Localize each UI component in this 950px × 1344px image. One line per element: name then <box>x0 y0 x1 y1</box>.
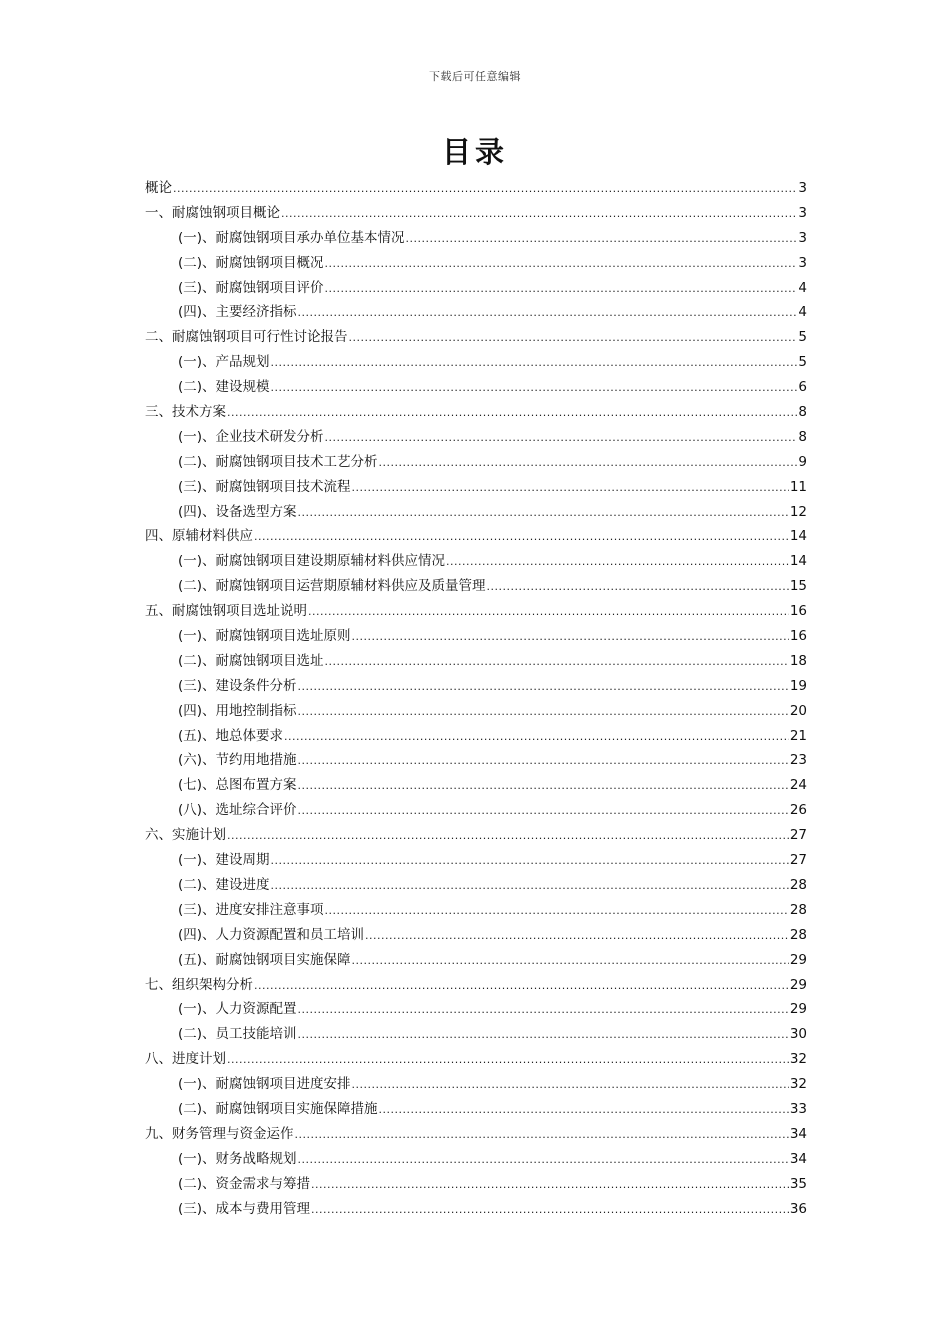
toc-entry-page-number: 19 <box>789 677 807 694</box>
toc-entry[interactable] <box>145 276 807 301</box>
toc-entry-label: 七、组织架构分析 <box>145 976 253 993</box>
toc-entry-label: (一)、耐腐蚀钢项目建设期原辅材料供应情况 <box>178 553 446 570</box>
toc-dot-leader <box>325 650 789 675</box>
toc-entry-label: (五)、地总体要求 <box>178 727 284 744</box>
toc-entry[interactable] <box>145 375 807 400</box>
toc-dot-leader <box>227 1048 789 1073</box>
toc-entry[interactable] <box>145 649 807 674</box>
toc-entry-label: (二)、建设规模 <box>178 379 270 396</box>
toc-entry[interactable] <box>145 425 807 450</box>
toc-entry[interactable] <box>145 201 807 226</box>
toc-entry-label: (四)、用地控制指标 <box>178 702 297 719</box>
toc-entry-label: (二)、建设进度 <box>178 876 270 893</box>
table-of-contents <box>145 176 807 1221</box>
toc-entry[interactable] <box>145 699 807 724</box>
toc-entry[interactable] <box>145 325 807 350</box>
toc-entry-label: (三)、建设条件分析 <box>178 677 297 694</box>
toc-entry[interactable] <box>145 848 807 873</box>
toc-entry-page-number: 30 <box>789 1026 807 1043</box>
toc-dot-leader <box>298 301 798 326</box>
toc-entry[interactable] <box>145 674 807 699</box>
toc-dot-leader <box>379 1098 789 1123</box>
toc-entry[interactable] <box>145 1147 807 1172</box>
toc-entry-page-number: 5 <box>798 329 807 346</box>
toc-entry-page-number: 32 <box>789 1076 807 1093</box>
toc-entry[interactable] <box>145 599 807 624</box>
toc-entry[interactable] <box>145 524 807 549</box>
toc-entry-label: 三、技术方案 <box>145 404 226 421</box>
toc-dot-leader <box>298 774 789 799</box>
toc-entry-page-number: 26 <box>789 802 807 819</box>
toc-dot-leader <box>298 799 789 824</box>
toc-entry[interactable] <box>145 300 807 325</box>
toc-entry[interactable] <box>145 350 807 375</box>
toc-dot-leader <box>352 625 789 650</box>
toc-entry-page-number: 6 <box>798 379 807 396</box>
toc-entry-page-number: 5 <box>798 354 807 371</box>
toc-dot-leader <box>349 326 798 351</box>
toc-entry[interactable] <box>145 226 807 251</box>
toc-entry-page-number: 12 <box>789 503 807 520</box>
toc-entry-page-number: 29 <box>789 976 807 993</box>
toc-entry-label: (二)、耐腐蚀钢项目选址 <box>178 652 324 669</box>
toc-dot-leader <box>284 725 789 750</box>
toc-entry-label: (四)、人力资源配置和员工培训 <box>178 926 365 943</box>
toc-entry-page-number: 4 <box>798 304 807 321</box>
toc-entry-label: 概论 <box>145 180 172 196</box>
toc-entry[interactable] <box>145 1072 807 1097</box>
toc-entry-label: (一)、人力资源配置 <box>178 1001 297 1018</box>
toc-entry-page-number: 35 <box>789 1175 807 1192</box>
toc-entry-page-number: 3 <box>798 180 807 196</box>
toc-entry[interactable] <box>145 450 807 475</box>
toc-entry-label: (二)、资金需求与筹措 <box>178 1175 311 1192</box>
toc-entry-label: (一)、产品规划 <box>178 354 270 371</box>
toc-dot-leader <box>281 202 797 227</box>
toc-dot-leader <box>298 1148 789 1173</box>
toc-entry-label: (二)、耐腐蚀钢项目技术工艺分析 <box>178 453 378 470</box>
toc-entry-label: (一)、建设周期 <box>178 852 270 869</box>
toc-entry-page-number: 3 <box>798 254 807 271</box>
toc-dot-leader <box>295 1123 789 1148</box>
toc-dot-leader <box>298 501 789 526</box>
toc-entry-label: 一、耐腐蚀钢项目概论 <box>145 204 280 221</box>
toc-entry-label: (一)、耐腐蚀钢项目承办单位基本情况 <box>178 229 405 246</box>
toc-entry[interactable] <box>145 997 807 1022</box>
toc-entry-page-number: 21 <box>789 727 807 744</box>
toc-entry-label: (二)、耐腐蚀钢项目实施保障措施 <box>178 1100 378 1117</box>
toc-entry-label: 四、原辅材料供应 <box>145 528 253 545</box>
toc-dot-leader <box>325 277 798 302</box>
toc-entry[interactable] <box>145 798 807 823</box>
toc-entry-page-number: 28 <box>789 926 807 943</box>
toc-entry-label: (一)、耐腐蚀钢项目选址原则 <box>178 628 351 645</box>
toc-dot-leader <box>325 426 798 451</box>
toc-entry[interactable] <box>145 873 807 898</box>
toc-dot-leader <box>271 874 789 899</box>
toc-dot-leader <box>352 476 789 501</box>
toc-entry[interactable] <box>145 823 807 848</box>
toc-dot-leader <box>311 1198 789 1223</box>
toc-dot-leader <box>298 749 789 774</box>
toc-entry-label: 九、财务管理与资金运作 <box>145 1125 294 1142</box>
toc-dot-leader <box>325 899 789 924</box>
toc-entry[interactable] <box>145 948 807 973</box>
toc-entry[interactable] <box>145 251 807 276</box>
toc-entry[interactable] <box>145 898 807 923</box>
toc-entry-page-number: 9 <box>798 453 807 470</box>
toc-entry[interactable] <box>145 1047 807 1072</box>
toc-dot-leader <box>227 401 797 426</box>
toc-entry-page-number: 16 <box>789 603 807 620</box>
toc-entry-page-number: 34 <box>789 1150 807 1167</box>
toc-entry[interactable] <box>145 1122 807 1147</box>
toc-entry-label: (一)、财务战略规划 <box>178 1150 297 1167</box>
toc-dot-leader <box>227 824 789 849</box>
toc-entry-page-number: 36 <box>789 1200 807 1217</box>
toc-entry-page-number: 14 <box>789 528 807 545</box>
toc-entry-label: 二、耐腐蚀钢项目可行性讨论报告 <box>145 329 348 346</box>
toc-dot-leader <box>271 376 798 401</box>
toc-entry-page-number: 14 <box>789 553 807 570</box>
toc-title: 目录 <box>441 135 508 169</box>
toc-entry-page-number: 8 <box>798 428 807 445</box>
toc-entry-page-number: 8 <box>798 404 807 421</box>
toc-dot-leader <box>271 849 789 874</box>
toc-entry[interactable] <box>145 624 807 649</box>
toc-entry-label: (八)、选址综合评价 <box>178 802 297 819</box>
toc-entry[interactable] <box>145 1097 807 1122</box>
toc-entry-label: (二)、耐腐蚀钢项目概况 <box>178 254 324 271</box>
toc-dot-leader <box>325 252 798 277</box>
toc-dot-leader <box>298 675 789 700</box>
toc-entry-label: (四)、设备选型方案 <box>178 503 297 520</box>
toc-entry[interactable] <box>145 400 807 425</box>
toc-entry-label: (三)、耐腐蚀钢项目技术流程 <box>178 478 351 495</box>
toc-entry-label: (三)、进度安排注意事项 <box>178 901 324 918</box>
toc-entry-label: (三)、成本与费用管理 <box>178 1200 311 1217</box>
toc-dot-leader <box>254 525 789 550</box>
toc-dot-leader <box>379 451 798 476</box>
toc-dot-leader <box>365 924 789 949</box>
toc-dot-leader <box>271 351 798 376</box>
toc-dot-leader <box>298 1023 789 1048</box>
toc-entry-label: (四)、主要经济指标 <box>178 304 297 321</box>
toc-entry-page-number: 4 <box>798 279 807 296</box>
toc-entry-page-number: 11 <box>789 478 807 495</box>
header-note: 下载后可任意编辑 <box>429 70 521 83</box>
toc-dot-leader <box>308 600 789 625</box>
toc-entry[interactable] <box>145 1022 807 1047</box>
toc-entry-page-number: 16 <box>789 628 807 645</box>
toc-entry[interactable] <box>145 923 807 948</box>
toc-entry-label: (七)、总图布置方案 <box>178 777 297 794</box>
toc-entry[interactable] <box>145 748 807 773</box>
toc-entry-page-number: 27 <box>789 827 807 844</box>
toc-entry[interactable] <box>145 773 807 798</box>
toc-entry-page-number: 34 <box>789 1125 807 1142</box>
toc-dot-leader <box>298 700 789 725</box>
toc-entry-page-number: 18 <box>789 652 807 669</box>
toc-entry-label: (六)、节约用地措施 <box>178 752 297 769</box>
toc-dot-leader <box>352 949 789 974</box>
toc-entry-label: (二)、员工技能培训 <box>178 1026 297 1043</box>
toc-entry-label: (一)、耐腐蚀钢项目进度安排 <box>178 1076 351 1093</box>
toc-dot-leader <box>173 177 797 202</box>
toc-entry-page-number: 15 <box>789 578 807 595</box>
toc-entry[interactable] <box>145 574 807 599</box>
toc-entry[interactable] <box>145 973 807 998</box>
toc-entry-page-number: 29 <box>789 951 807 968</box>
toc-entry-page-number: 28 <box>789 876 807 893</box>
toc-dot-leader <box>254 974 789 999</box>
toc-entry-label: 八、进度计划 <box>145 1051 226 1068</box>
toc-entry-label: (五)、耐腐蚀钢项目实施保障 <box>178 951 351 968</box>
toc-entry-page-number: 23 <box>789 752 807 769</box>
toc-entry-page-number: 24 <box>789 777 807 794</box>
toc-entry[interactable] <box>145 724 807 749</box>
toc-dot-leader <box>352 1073 789 1098</box>
toc-entry-label: (二)、耐腐蚀钢项目运营期原辅材料供应及质量管理 <box>178 578 486 595</box>
toc-entry[interactable] <box>145 475 807 500</box>
toc-dot-leader <box>446 550 789 575</box>
toc-entry-page-number: 28 <box>789 901 807 918</box>
toc-entry-label: (一)、企业技术研发分析 <box>178 428 324 445</box>
toc-dot-leader <box>487 575 789 600</box>
toc-entry-page-number: 3 <box>798 204 807 221</box>
toc-entry[interactable] <box>145 549 807 574</box>
toc-entry-label: 六、实施计划 <box>145 827 226 844</box>
toc-entry-page-number: 32 <box>789 1051 807 1068</box>
toc-entry-page-number: 3 <box>798 229 807 246</box>
toc-entry-label: 五、耐腐蚀钢项目选址说明 <box>145 603 307 620</box>
toc-entry-label: (三)、耐腐蚀钢项目评价 <box>178 279 324 296</box>
toc-entry-page-number: 33 <box>789 1100 807 1117</box>
toc-entry[interactable] <box>145 500 807 525</box>
toc-entry[interactable] <box>145 176 807 201</box>
toc-dot-leader <box>406 227 798 252</box>
toc-entry-page-number: 27 <box>789 852 807 869</box>
toc-entry[interactable] <box>145 1197 807 1222</box>
toc-dot-leader <box>311 1173 789 1198</box>
toc-entry[interactable] <box>145 1172 807 1197</box>
toc-entry-page-number: 20 <box>789 702 807 719</box>
toc-dot-leader <box>298 998 789 1023</box>
toc-entry-page-number: 29 <box>789 1001 807 1018</box>
